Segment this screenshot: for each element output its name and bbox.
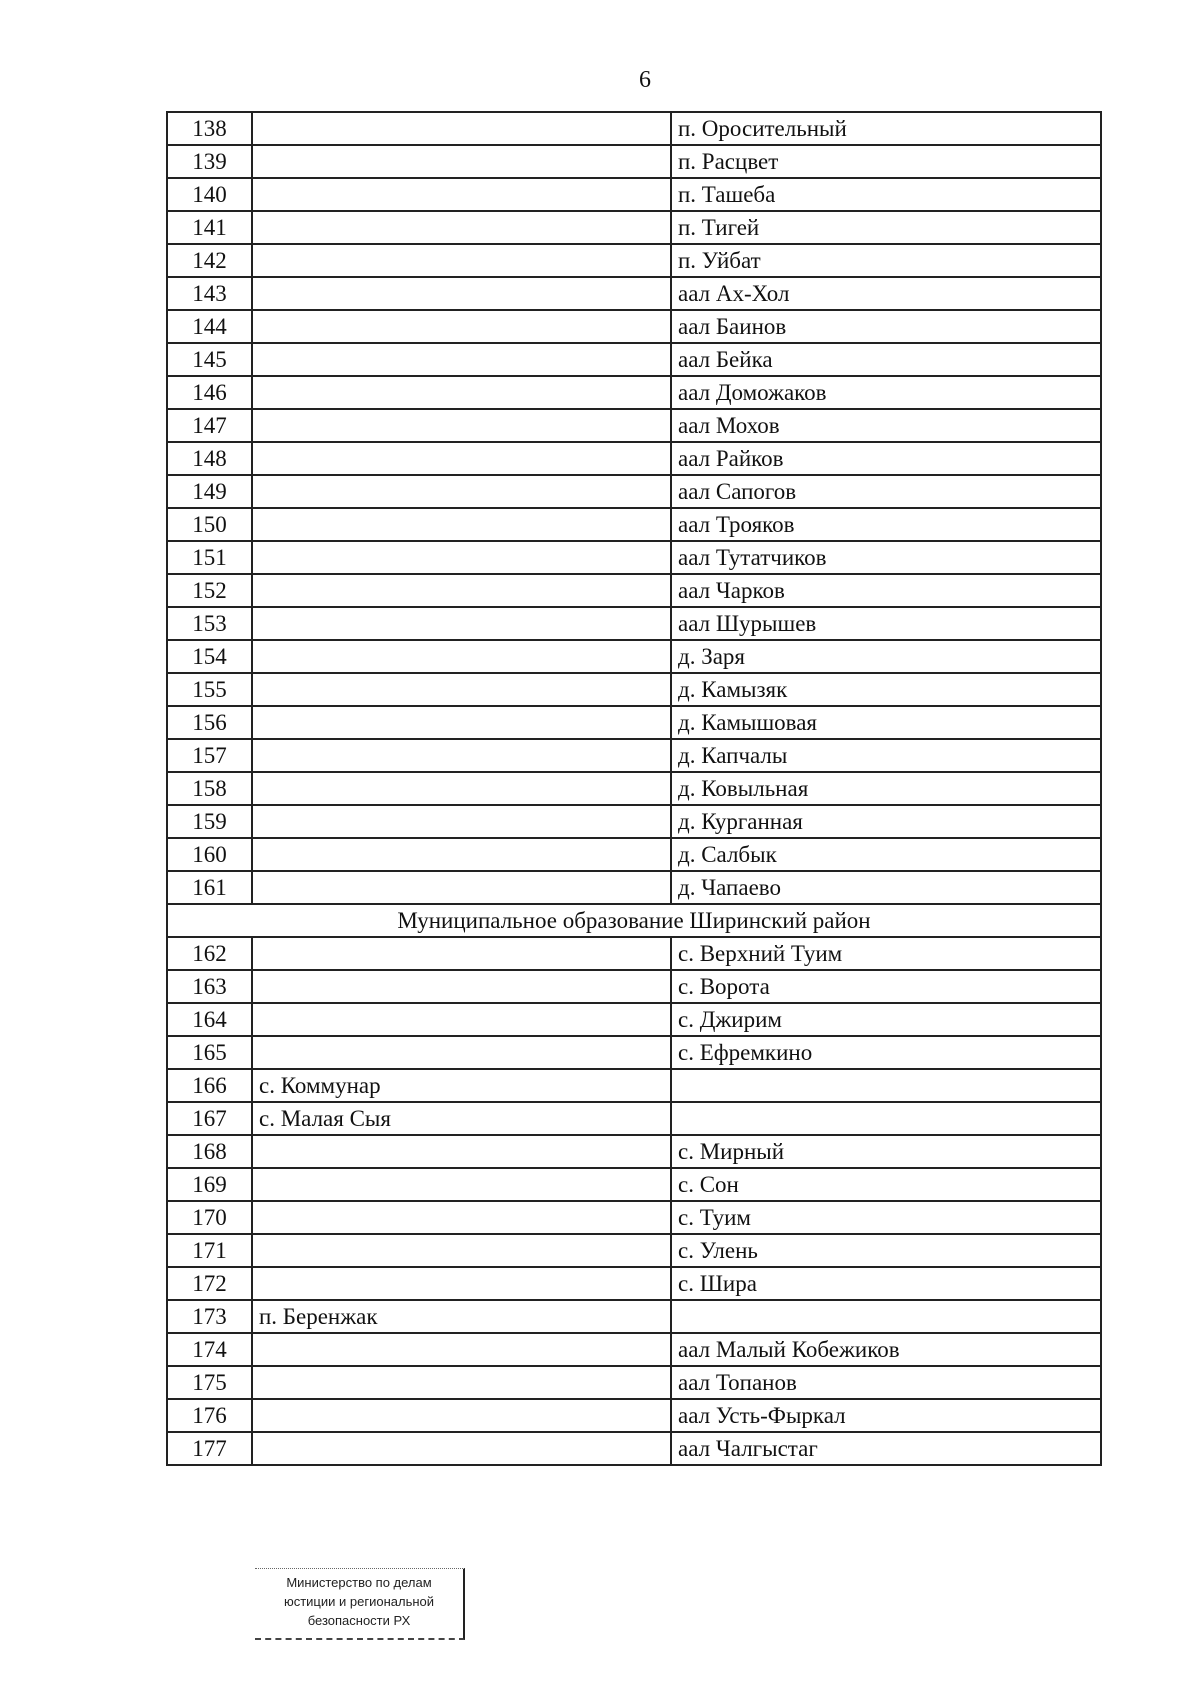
settlement-cell-right: п. Ташеба bbox=[671, 178, 1101, 211]
row-number: 155 bbox=[167, 673, 252, 706]
settlement-cell-right: аал Чарков bbox=[671, 574, 1101, 607]
settlement-cell-right: аал Сапогов bbox=[671, 475, 1101, 508]
settlement-cell-right: аал Шурышев bbox=[671, 607, 1101, 640]
table-row bbox=[167, 475, 1101, 508]
settlement-cell-right: с. Туим bbox=[671, 1201, 1101, 1234]
settlement-cell-left: с. Коммунар bbox=[252, 1069, 671, 1102]
table-row bbox=[167, 112, 1101, 145]
settlement-cell-left bbox=[252, 937, 671, 970]
table-row bbox=[167, 574, 1101, 607]
row-number: 152 bbox=[167, 574, 252, 607]
table-row bbox=[167, 1366, 1101, 1399]
settlement-cell-left bbox=[252, 871, 671, 904]
table-row bbox=[167, 1234, 1101, 1267]
settlement-cell-left bbox=[252, 1003, 671, 1036]
row-number: 144 bbox=[167, 310, 252, 343]
row-number: 170 bbox=[167, 1201, 252, 1234]
settlement-cell-right: д. Чапаево bbox=[671, 871, 1101, 904]
settlement-cell-left bbox=[252, 310, 671, 343]
settlement-cell-left bbox=[252, 343, 671, 376]
row-number: 138 bbox=[167, 112, 252, 145]
row-number: 171 bbox=[167, 1234, 252, 1267]
section-header-row bbox=[167, 904, 1101, 937]
settlement-cell-left bbox=[252, 112, 671, 145]
settlement-cell-right: аал Малый Кобежиков bbox=[671, 1333, 1101, 1366]
row-number: 163 bbox=[167, 970, 252, 1003]
settlement-cell-left bbox=[252, 1234, 671, 1267]
section-title: Муниципальное образование Ширинский район bbox=[167, 904, 1101, 937]
row-number: 175 bbox=[167, 1366, 252, 1399]
settlements-table bbox=[166, 111, 1102, 1466]
settlement-cell-right: аал Тутатчиков bbox=[671, 541, 1101, 574]
row-number: 173 bbox=[167, 1300, 252, 1333]
row-number: 172 bbox=[167, 1267, 252, 1300]
settlement-cell-right: с. Улень bbox=[671, 1234, 1101, 1267]
settlement-cell-left bbox=[252, 277, 671, 310]
settlement-cell-right: д. Заря bbox=[671, 640, 1101, 673]
settlement-cell-right: аал Ах-Хол bbox=[671, 277, 1101, 310]
table-row bbox=[167, 838, 1101, 871]
table-row bbox=[167, 310, 1101, 343]
settlement-cell-right: аал Мохов bbox=[671, 409, 1101, 442]
table-row bbox=[167, 1201, 1101, 1234]
table-row bbox=[167, 970, 1101, 1003]
table-row bbox=[167, 376, 1101, 409]
row-number: 143 bbox=[167, 277, 252, 310]
settlement-cell-right: с. Джирим bbox=[671, 1003, 1101, 1036]
settlement-cell-right: аал Усть-Фыркал bbox=[671, 1399, 1101, 1432]
settlement-cell-right: д. Ковыльная bbox=[671, 772, 1101, 805]
settlement-cell-left bbox=[252, 1399, 671, 1432]
table-row bbox=[167, 211, 1101, 244]
row-number: 156 bbox=[167, 706, 252, 739]
settlement-cell-left bbox=[252, 1201, 671, 1234]
settlement-cell-left bbox=[252, 970, 671, 1003]
table-row bbox=[167, 343, 1101, 376]
table-row bbox=[167, 1399, 1101, 1432]
table-row bbox=[167, 739, 1101, 772]
settlement-cell-right: с. Шира bbox=[671, 1267, 1101, 1300]
row-number: 161 bbox=[167, 871, 252, 904]
settlement-cell-right: аал Трояков bbox=[671, 508, 1101, 541]
table-row bbox=[167, 673, 1101, 706]
settlement-cell-left bbox=[252, 1432, 671, 1465]
table-row bbox=[167, 1267, 1101, 1300]
settlement-cell-left bbox=[252, 607, 671, 640]
row-number: 167 bbox=[167, 1102, 252, 1135]
settlement-cell-left bbox=[252, 706, 671, 739]
settlement-cell-right: аал Топанов bbox=[671, 1366, 1101, 1399]
table-row bbox=[167, 1069, 1101, 1102]
settlement-cell-right: д. Камышовая bbox=[671, 706, 1101, 739]
row-number: 149 bbox=[167, 475, 252, 508]
row-number: 159 bbox=[167, 805, 252, 838]
settlement-cell-right: д. Капчалы bbox=[671, 739, 1101, 772]
settlement-cell-right: аал Баинов bbox=[671, 310, 1101, 343]
settlement-cell-right: д. Курганная bbox=[671, 805, 1101, 838]
row-number: 176 bbox=[167, 1399, 252, 1432]
settlement-cell-left bbox=[252, 376, 671, 409]
row-number: 154 bbox=[167, 640, 252, 673]
settlement-cell-left bbox=[252, 1333, 671, 1366]
settlement-cell-right: п. Оросительный bbox=[671, 112, 1101, 145]
settlement-cell-right bbox=[671, 1102, 1101, 1135]
row-number: 146 bbox=[167, 376, 252, 409]
settlements-table-body bbox=[167, 112, 1101, 1465]
row-number: 141 bbox=[167, 211, 252, 244]
table-row bbox=[167, 805, 1101, 838]
table-row bbox=[167, 508, 1101, 541]
row-number: 150 bbox=[167, 508, 252, 541]
row-number: 153 bbox=[167, 607, 252, 640]
settlement-cell-right: аал Бейка bbox=[671, 343, 1101, 376]
table-row bbox=[167, 277, 1101, 310]
row-number: 151 bbox=[167, 541, 252, 574]
table-row bbox=[167, 178, 1101, 211]
table-row bbox=[167, 871, 1101, 904]
settlement-cell-left bbox=[252, 409, 671, 442]
settlement-cell-left bbox=[252, 574, 671, 607]
row-number: 177 bbox=[167, 1432, 252, 1465]
settlement-cell-right: д. Салбык bbox=[671, 838, 1101, 871]
table-row bbox=[167, 442, 1101, 475]
settlement-cell-left bbox=[252, 1168, 671, 1201]
table-row bbox=[167, 409, 1101, 442]
stamp-line: безопасности РХ bbox=[307, 1613, 411, 1628]
row-number: 168 bbox=[167, 1135, 252, 1168]
settlement-cell-left bbox=[252, 805, 671, 838]
settlement-cell-left bbox=[252, 1036, 671, 1069]
settlement-cell-right: аал Райков bbox=[671, 442, 1101, 475]
row-number: 165 bbox=[167, 1036, 252, 1069]
row-number: 140 bbox=[167, 178, 252, 211]
settlement-cell-left bbox=[252, 739, 671, 772]
row-number: 142 bbox=[167, 244, 252, 277]
stamp-line: Министерство по делам bbox=[286, 1575, 432, 1590]
settlement-cell-right: д. Камызяк bbox=[671, 673, 1101, 706]
settlement-cell-left bbox=[252, 541, 671, 574]
settlement-cell-right: с. Ворота bbox=[671, 970, 1101, 1003]
settlement-cell-left bbox=[252, 475, 671, 508]
settlement-cell-left bbox=[252, 145, 671, 178]
row-number: 158 bbox=[167, 772, 252, 805]
settlement-cell-left bbox=[252, 1366, 671, 1399]
settlement-cell-right: с. Мирный bbox=[671, 1135, 1101, 1168]
row-number: 147 bbox=[167, 409, 252, 442]
row-number: 174 bbox=[167, 1333, 252, 1366]
table-row bbox=[167, 1168, 1101, 1201]
settlement-cell-right: п. Тигей bbox=[671, 211, 1101, 244]
row-number: 148 bbox=[167, 442, 252, 475]
row-number: 166 bbox=[167, 1069, 252, 1102]
settlement-cell-right bbox=[671, 1300, 1101, 1333]
settlement-cell-right: п. Расцвет bbox=[671, 145, 1101, 178]
table-row bbox=[167, 541, 1101, 574]
settlement-cell-left bbox=[252, 640, 671, 673]
settlement-cell-left bbox=[252, 673, 671, 706]
row-number: 139 bbox=[167, 145, 252, 178]
table-row bbox=[167, 1003, 1101, 1036]
settlement-cell-left bbox=[252, 1135, 671, 1168]
page-number: 6 bbox=[639, 67, 651, 93]
table-row bbox=[167, 937, 1101, 970]
table-row bbox=[167, 1432, 1101, 1465]
table-row bbox=[167, 1300, 1101, 1333]
table-row bbox=[167, 1036, 1101, 1069]
settlement-cell-left bbox=[252, 178, 671, 211]
table-row bbox=[167, 640, 1101, 673]
settlement-cell-left: с. Малая Сыя bbox=[252, 1102, 671, 1135]
settlement-cell-right: п. Уйбат bbox=[671, 244, 1101, 277]
ministry-stamp bbox=[255, 1568, 465, 1640]
settlement-cell-left bbox=[252, 442, 671, 475]
settlement-cell-right: с. Верхний Туим bbox=[671, 937, 1101, 970]
row-number: 160 bbox=[167, 838, 252, 871]
stamp-line: юстиции и региональной bbox=[283, 1594, 435, 1609]
table-row bbox=[167, 706, 1101, 739]
row-number: 162 bbox=[167, 937, 252, 970]
table-row bbox=[167, 244, 1101, 277]
settlement-cell-left bbox=[252, 838, 671, 871]
table-row bbox=[167, 772, 1101, 805]
row-number: 164 bbox=[167, 1003, 252, 1036]
settlement-cell-left: п. Беренжак bbox=[252, 1300, 671, 1333]
settlement-cell-right: аал Доможаков bbox=[671, 376, 1101, 409]
settlement-cell-left bbox=[252, 244, 671, 277]
settlement-cell-right: с. Сон bbox=[671, 1168, 1101, 1201]
table-row bbox=[167, 1333, 1101, 1366]
settlement-cell-left bbox=[252, 1267, 671, 1300]
table-row bbox=[167, 145, 1101, 178]
row-number: 169 bbox=[167, 1168, 252, 1201]
settlement-cell-right bbox=[671, 1069, 1101, 1102]
row-number: 157 bbox=[167, 739, 252, 772]
row-number: 145 bbox=[167, 343, 252, 376]
table-row bbox=[167, 1102, 1101, 1135]
settlement-cell-right: аал Чалгыстаг bbox=[671, 1432, 1101, 1465]
settlement-cell-left bbox=[252, 772, 671, 805]
settlement-cell-left bbox=[252, 508, 671, 541]
settlement-cell-left bbox=[252, 211, 671, 244]
table-row bbox=[167, 607, 1101, 640]
table-row bbox=[167, 1135, 1101, 1168]
settlement-cell-right: с. Ефремкино bbox=[671, 1036, 1101, 1069]
